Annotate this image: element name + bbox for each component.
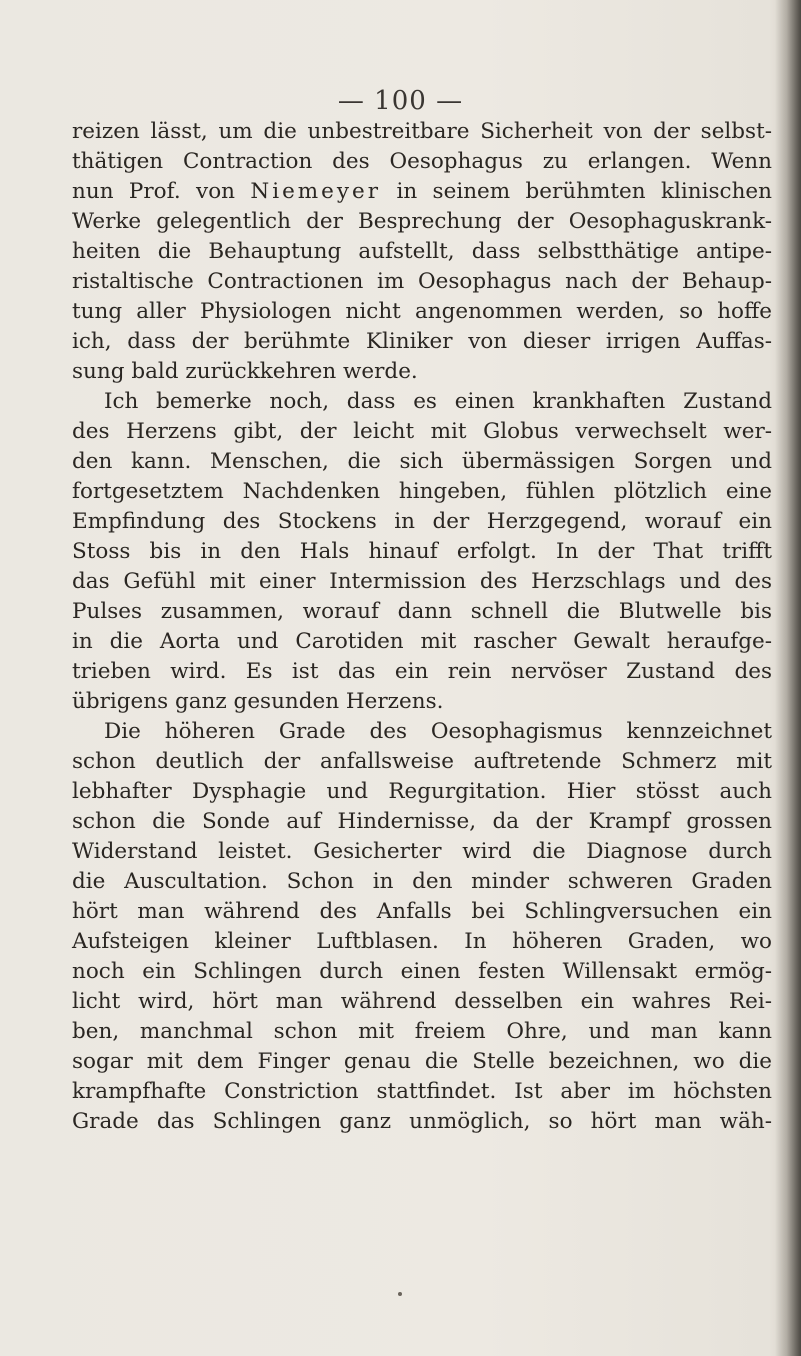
- page-number: — 100 —: [337, 86, 464, 116]
- text-line: Ich bemerke noch, dass es einen krankhaften Zustand: [104, 389, 772, 414]
- text-line: Grade das Schlingen ganz unmöglich, so hört man wäh-: [72, 1109, 772, 1134]
- text-line: Empfindung des Stockens in der Herzgegend, worauf ein: [72, 509, 772, 534]
- text-line: krampfhafte Constriction stattfindet. Ist aber im höchsten: [72, 1079, 772, 1104]
- text-line: sung bald zurückkehren werde.: [72, 359, 418, 384]
- text-line: licht wird, hört man während desselben ein wahres Rei-: [72, 989, 772, 1014]
- text-line: heiten die Behauptung aufstellt, dass selbstthätige antipe-: [72, 239, 772, 264]
- text-line: trieben wird. Es ist das ein rein nervöser Zustand des: [72, 659, 772, 684]
- text-line-part: nun Prof. von: [72, 179, 251, 204]
- text-line: fortgesetztem Nachdenken hingeben, fühlen plötzlich eine: [72, 479, 772, 504]
- author-name: Niemeyer: [250, 179, 382, 204]
- text-line: Werke gelegentlich der Besprechung der Oesophaguskrank-: [72, 209, 772, 234]
- text-line: ristaltische Contractionen im Oesophagus nach der Behaup-: [72, 269, 772, 294]
- text-line: das Gefühl mit einer Intermission des Herzschlags und des: [72, 569, 772, 594]
- text-line-part: in seinem berühmten klinischen: [381, 179, 772, 204]
- text-line: ich, dass der berühmte Kliniker von dieser irrigen Auffas-: [72, 329, 772, 354]
- print-speck: [398, 1292, 402, 1296]
- text-line: tung aller Physiologen nicht angenommen werden, so hoffe: [72, 299, 772, 324]
- text-line: lebhafter Dysphagie und Regurgitation. Hier stösst auch: [72, 779, 772, 804]
- paragraph-2: [72, 387, 772, 717]
- text-line: sogar mit dem Finger genau die Stelle bezeichnen, wo die: [72, 1049, 772, 1074]
- text-line: in die Aorta und Carotiden mit rascher Gewalt heraufge-: [72, 629, 772, 654]
- text-line: den kann. Menschen, die sich übermässigen Sorgen und: [72, 449, 772, 474]
- text-line: Stoss bis in den Hals hinauf erfolgt. In der That trifft: [72, 539, 772, 564]
- text-line: Widerstand leistet. Gesicherter wird die Diagnose durch: [72, 839, 772, 864]
- text-line: Die höheren Grade des Oesophagismus kennzeichnet: [104, 719, 772, 744]
- paragraph-3: [72, 717, 772, 1137]
- text-line: ben, manchmal schon mit freiem Ohre, und man kann: [72, 1019, 772, 1044]
- paragraph-1: [72, 117, 772, 387]
- text-line: thätigen Contraction des Oesophagus zu erlangen. Wenn: [72, 149, 772, 174]
- body-text: [72, 117, 772, 1137]
- page-edge-shadow: [775, 0, 801, 1356]
- text-line: des Herzens gibt, der leicht mit Globus verwechselt wer-: [72, 419, 772, 444]
- text-line: schon die Sonde auf Hindernisse, da der Krampf grossen: [72, 809, 772, 834]
- text-line: hört man während des Anfalls bei Schlingversuchen ein: [72, 899, 772, 924]
- text-line: reizen lässt, um die unbestreitbare Sicherheit von der selbst-: [72, 119, 772, 144]
- text-line: übrigens ganz gesunden Herzens.: [72, 689, 444, 714]
- text-line: schon deutlich der anfallsweise auftretende Schmerz mit: [72, 749, 772, 774]
- text-line: [72, 177, 772, 207]
- text-line: Pulses zusammen, worauf dann schnell die Blutwelle bis: [72, 599, 772, 624]
- text-line: Aufsteigen kleiner Luftblasen. In höheren Graden, wo: [72, 929, 772, 954]
- text-line: noch ein Schlingen durch einen festen Willensakt ermög-: [72, 959, 772, 984]
- text-line: die Auscultation. Schon in den minder schweren Graden: [72, 869, 772, 894]
